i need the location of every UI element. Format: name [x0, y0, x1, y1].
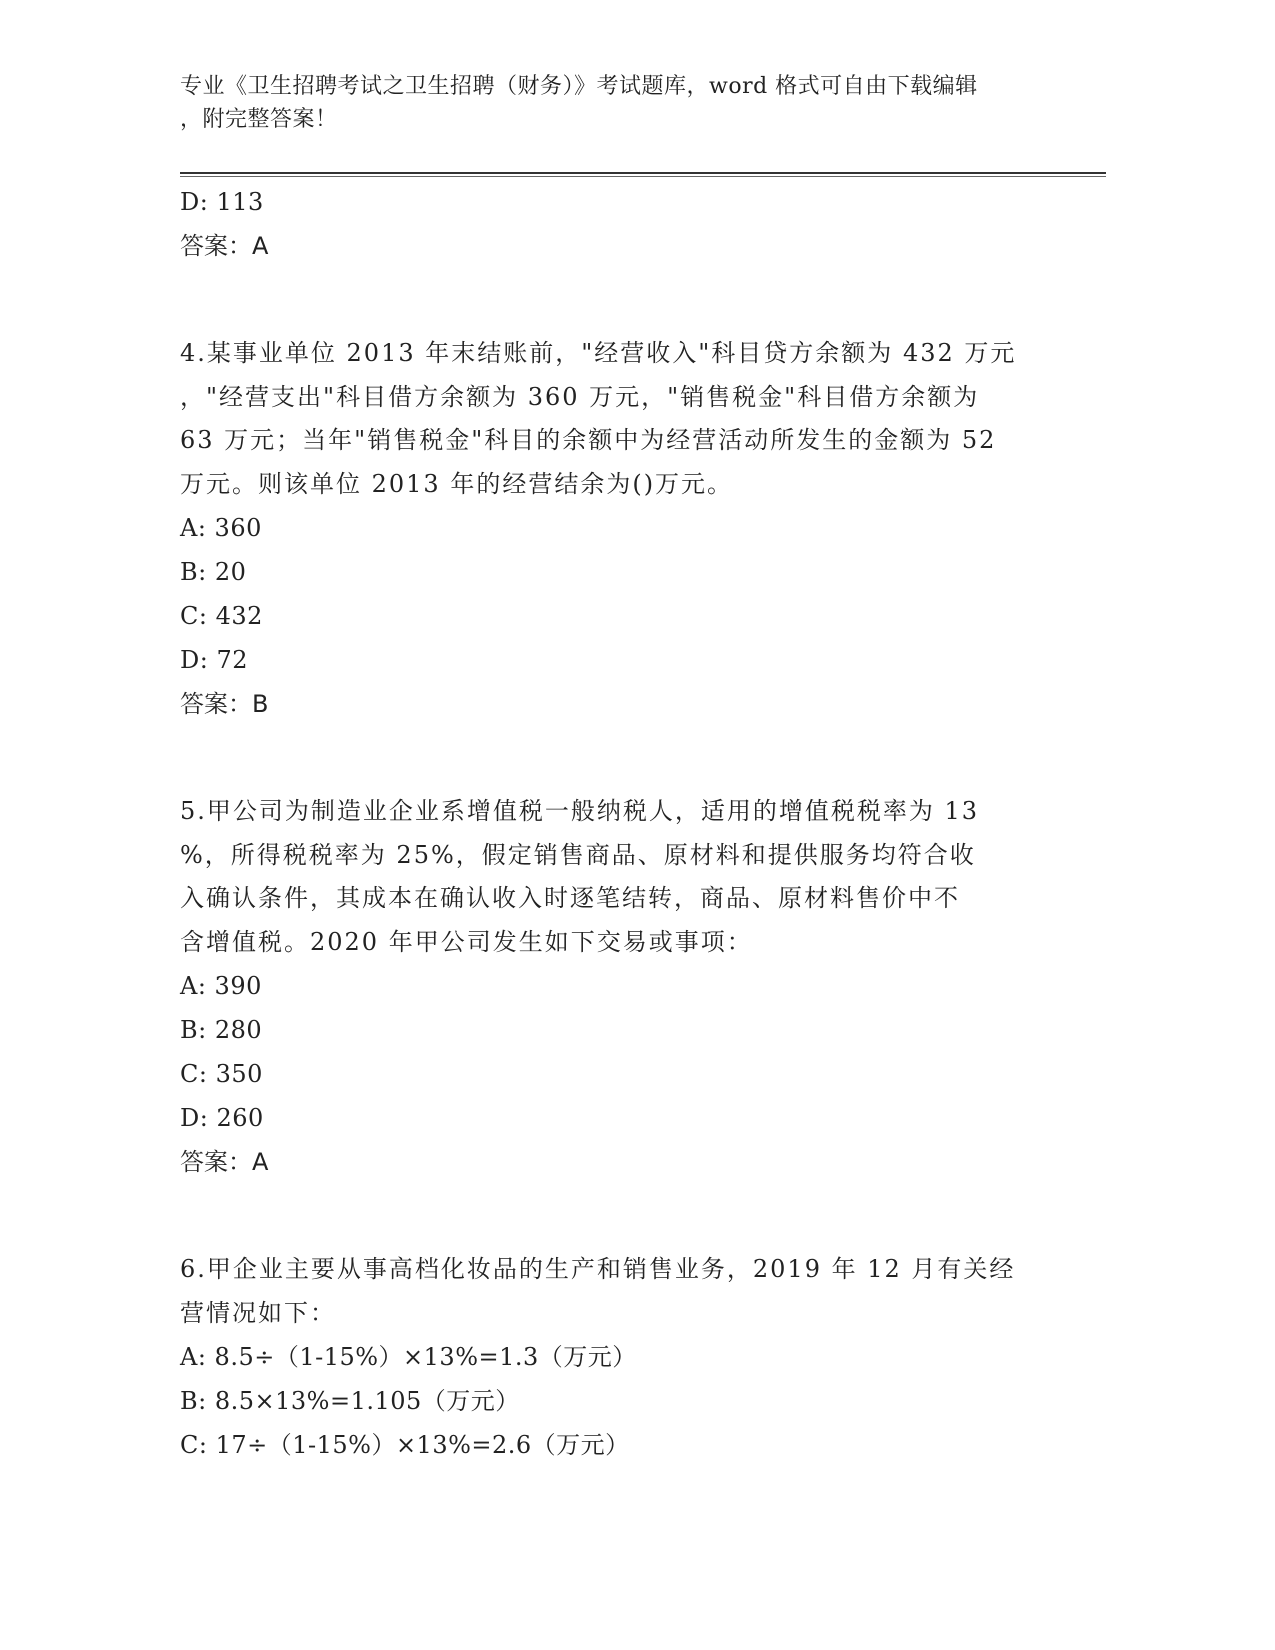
header-line-1: 专业《卫生招聘考试之卫生招聘（财务）》考试题库，word 格式可自由下载编辑	[180, 74, 978, 99]
option-d: D: 72	[180, 646, 248, 674]
stem-line: 入确认条件，其成本在确认收入时逐笔结转，商品、原材料售价中不	[180, 884, 960, 912]
document-header	[180, 70, 1060, 136]
spacer	[180, 268, 1080, 332]
option-a: A: 8.5÷（1-15%）×13%=1.3（万元）	[180, 1343, 637, 1371]
answer-label: 答案：B	[180, 690, 269, 718]
spacer	[180, 726, 1080, 790]
stem-line: %，所得税税率为 25%，假定销售商品、原材料和提供服务均符合收	[180, 840, 976, 869]
header-line-2: ，附完整答案！	[180, 107, 338, 132]
header-divider-thin	[180, 176, 1106, 177]
stem-line: ，"经营支出"科目借方余额为 360 万元，"销售税金"科目借方余额为	[180, 382, 980, 411]
stem-line: 万元。则该单位 2013 年的经营结余为()万元。	[180, 469, 734, 498]
option-d: D: 113	[180, 188, 264, 216]
question-3-tail	[180, 180, 1080, 268]
option-b: B: 8.5×13%=1.105（万元）	[180, 1387, 520, 1415]
option-c: C: 17÷（1-15%）×13%=2.6（万元）	[180, 1431, 630, 1459]
question-4	[180, 332, 1080, 726]
option-a: A: 390	[180, 972, 262, 1000]
header-divider-thick	[180, 172, 1106, 174]
question-list	[180, 180, 1080, 1467]
answer-label: 答案：A	[180, 1148, 269, 1176]
question-stem	[180, 790, 1080, 964]
option-d: D: 260	[180, 1104, 264, 1132]
option-b: B: 280	[180, 1016, 263, 1044]
stem-line: 4.某事业单位 2013 年末结账前，"经营收入"科目贷方余额为 432 万元	[180, 339, 1017, 367]
option-c: C: 350	[180, 1060, 263, 1088]
stem-line: 63 万元；当年"销售税金"科目的余额中为经营活动所发生的金额为 52	[180, 426, 997, 454]
question-stem	[180, 332, 1080, 506]
question-5	[180, 790, 1080, 1184]
stem-line: 5.甲公司为制造业企业系增值税一般纳税人，适用的增值税税率为 13	[180, 797, 980, 825]
option-a: A: 360	[180, 514, 262, 542]
stem-line: 含增值税。2020 年甲公司发生如下交易或事项：	[180, 927, 753, 956]
option-b: B: 20	[180, 558, 247, 586]
spacer	[180, 1184, 1080, 1248]
stem-line: 营情况如下：	[180, 1298, 336, 1327]
stem-line: 6.甲企业主要从事高档化妆品的生产和销售业务，2019 年 12 月有关经	[180, 1255, 1016, 1283]
question-stem	[180, 1248, 1080, 1335]
answer-label: 答案：A	[180, 232, 269, 260]
question-6	[180, 1248, 1080, 1467]
option-c: C: 432	[180, 602, 263, 630]
